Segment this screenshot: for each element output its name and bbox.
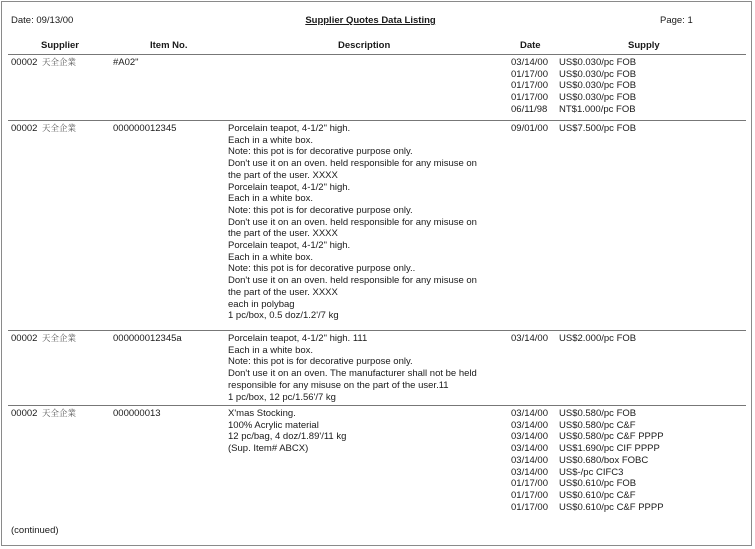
description-line: responsible for any misuse on the part of the user.11	[228, 379, 449, 391]
quote-supply: US$0.610/pc C&F PPPP	[559, 501, 664, 513]
quote-date: 03/14/00	[511, 419, 548, 431]
header-divider	[8, 54, 746, 55]
description-line: Note: this pot is for decorative purpose only.	[228, 204, 413, 216]
report-title: Supplier Quotes Data Listing	[305, 15, 436, 26]
quote-supply: US$2.000/pc FOB	[559, 333, 637, 344]
row-divider	[8, 120, 746, 121]
item-number: #A02"	[113, 57, 139, 68]
page-number: Page: 1	[660, 15, 693, 26]
description-line: Note: this pot is for decorative purpose only.	[228, 356, 413, 368]
description-line: Porcelain teapot, 4-1/2" high.	[228, 240, 351, 251]
quote-date: 01/17/00	[511, 68, 548, 80]
description-line: Don't use it on an oven. held responsible for any misuse on	[228, 275, 477, 287]
column-header-item-no: Item No.	[150, 40, 188, 51]
column-header-supply: Supply	[628, 40, 660, 51]
quote-date: 01/17/00	[511, 478, 548, 490]
quote-supply: US$7.500/pc FOB	[559, 123, 637, 134]
description-line: Each in a white box.	[228, 134, 314, 146]
description-line: Don't use it on an oven. held responsible for any misuse on	[228, 158, 477, 170]
supplier-code: 00002	[11, 333, 38, 344]
quote-supply: US$0.030/pc FOB	[559, 92, 637, 104]
quote-supply: US$0.680/box FOBC	[559, 454, 649, 466]
item-number: 000000012345	[113, 123, 177, 134]
quote-supply: US$0.030/pc FOB	[559, 57, 637, 68]
description-line: 1 pc/box, 0.5 doz/1.2'/7 kg	[228, 310, 339, 322]
report-date: Date: 09/13/00	[11, 15, 74, 26]
description-line: Each in a white box.	[228, 251, 314, 263]
quote-date: 03/14/00	[511, 443, 548, 455]
quote-supply: US$-/pc CIFC3	[559, 466, 624, 478]
quote-supply: NT$1.000/pc FOB	[559, 103, 636, 115]
description-line: 12 pc/bag, 4 doz/1.89'/11 kg	[228, 431, 347, 443]
description-line: (Sup. Item# ABCX)	[228, 443, 309, 455]
row-divider	[8, 405, 746, 406]
description-line: Porcelain teapot, 4-1/2" high. 111	[228, 333, 368, 344]
quote-date: 03/14/00	[511, 333, 548, 344]
row-divider	[8, 330, 746, 331]
quote-supply: US$0.030/pc FOB	[559, 68, 637, 80]
description-line: X'mas Stocking.	[228, 408, 296, 419]
description-line: Each in a white box.	[228, 193, 314, 205]
description-line: Don't use it on an oven. held responsible for any misuse on	[228, 216, 477, 228]
quote-date: 06/11/98	[511, 103, 548, 115]
description-line: Porcelain teapot, 4-1/2" high.	[228, 181, 351, 193]
description-line: the part of the user. XXXX	[228, 286, 338, 298]
description-line: 1 pc/box, 12 pc/1.56'/7 kg	[228, 391, 336, 403]
description-line: each in polybag	[228, 298, 295, 310]
supplier-code: 00002	[11, 408, 38, 419]
quote-supply: US$0.610/pc C&F	[559, 489, 636, 501]
quote-date: 09/01/00	[511, 123, 548, 134]
quote-date: 01/17/00	[511, 501, 548, 513]
description-line: the part of the user. XXXX	[228, 228, 338, 240]
description-line: 100% Acrylic material	[228, 419, 319, 431]
quote-date: 03/14/00	[511, 454, 548, 466]
column-header-description: Description	[338, 40, 391, 51]
supplier-code: 00002	[11, 123, 38, 134]
item-number: 000000012345a	[113, 333, 182, 344]
description-line: Note: this pot is for decorative purpose only.	[228, 146, 413, 158]
supplier-name: 天全企業	[42, 123, 77, 134]
quote-supply: US$0.580/pc C&F	[559, 419, 636, 431]
quote-supply: US$0.030/pc FOB	[559, 80, 637, 92]
quote-supply: US$1.690/pc CIF PPPP	[559, 443, 660, 455]
quote-date: 01/17/00	[511, 489, 548, 501]
quote-date: 01/17/00	[511, 92, 548, 104]
column-header-supplier: Supplier	[41, 40, 80, 51]
quote-supply: US$0.580/pc C&F PPPP	[559, 431, 664, 443]
quote-date: 03/14/00	[511, 408, 548, 419]
description-line: Don't use it on an oven. The manufacturer shall not be held	[228, 368, 477, 380]
quote-date: 03/14/00	[511, 57, 548, 68]
quote-date: 03/14/00	[511, 431, 548, 443]
supplier-name: 天全企業	[42, 408, 77, 419]
quote-date: 01/17/00	[511, 80, 548, 92]
description-line: Note: this pot is for decorative purpose only..	[228, 263, 416, 275]
supplier-name: 天全企業	[42, 57, 77, 68]
description-line: the part of the user. XXXX	[228, 169, 338, 181]
supplier-name: 天全企業	[42, 333, 77, 344]
item-number: 000000013	[113, 408, 161, 419]
quote-supply: US$0.580/pc FOB	[559, 408, 637, 419]
quote-date: 03/14/00	[511, 466, 548, 478]
quote-supply: US$0.610/pc FOB	[559, 478, 637, 490]
description-line: Each in a white box.	[228, 344, 314, 356]
supplier-code: 00002	[11, 57, 38, 68]
continued-note: (continued)	[11, 525, 59, 536]
column-header-date: Date	[520, 40, 541, 51]
description-line: Porcelain teapot, 4-1/2" high.	[228, 123, 351, 134]
